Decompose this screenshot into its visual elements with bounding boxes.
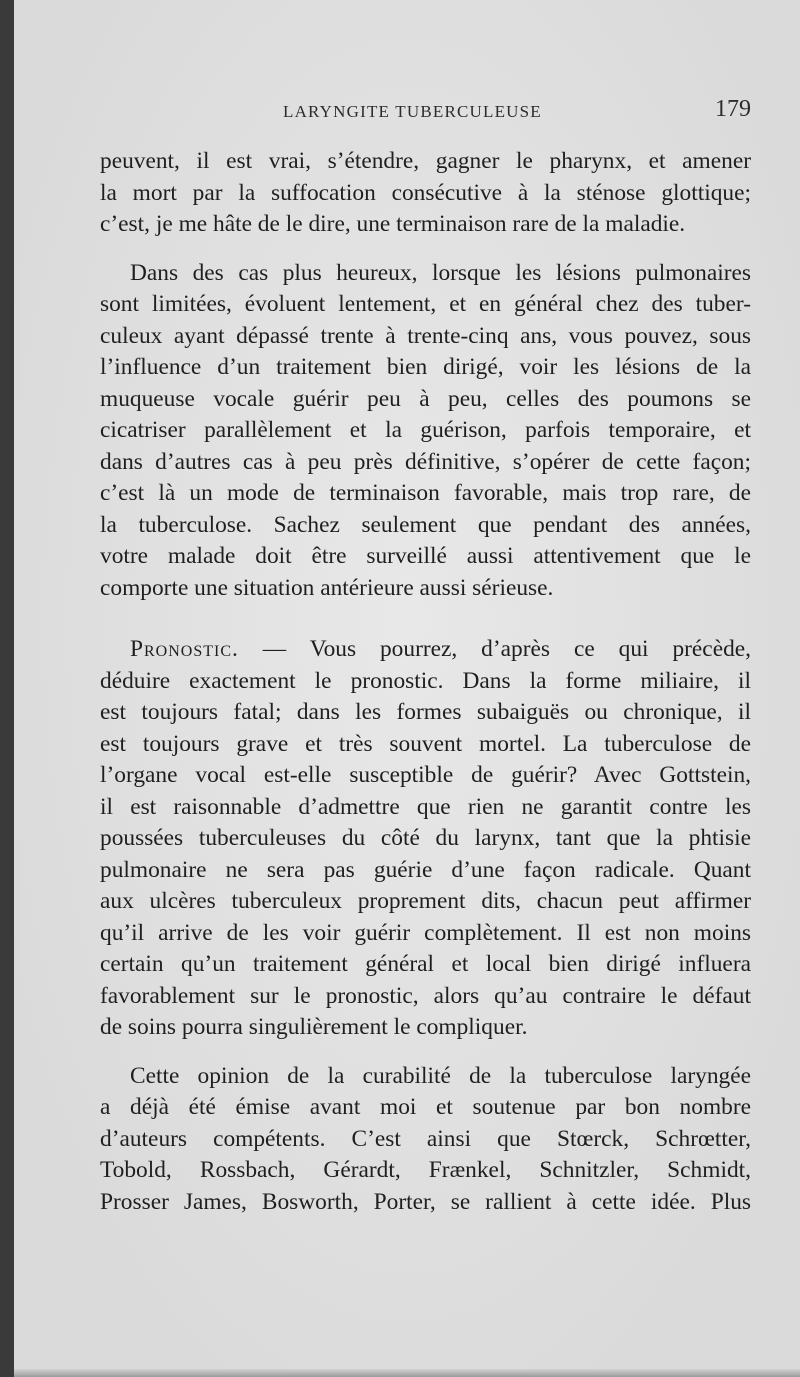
text-line: de soins pourra singulièrement le compliquer. xyxy=(100,1014,528,1040)
running-header xyxy=(100,94,751,130)
text-line: dans d’autres cas à peu près définitive, s’opérer de cette façon; xyxy=(100,448,751,475)
text-line: a déjà été émise avant moi et soutenue par bon nombre xyxy=(100,1094,751,1120)
paragraph xyxy=(100,146,751,241)
text-line: Tobold, Rossbach, Gérardt, Frænkel, Schnitzler, Schmidt, xyxy=(100,1157,751,1183)
text-line: cicatriser parallèlement et la guérison, parfois temporaire, et xyxy=(100,417,751,443)
text-line: il est raisonnable d’admettre que rien ne garantit contre les xyxy=(100,793,751,820)
text-line: certain qu’un traitement général et local bien dirigé influera xyxy=(100,951,751,977)
text-line: Prosser James, Bosworth, Porter, se rallient à cette idée. Plus xyxy=(100,1188,751,1215)
text-line: l’organe vocal est-elle susceptible de guérir? Avec Gottstein, xyxy=(100,762,751,788)
text-line: c’est là un mode de terminaison favorable, mais trop rare, de xyxy=(100,480,751,506)
text-line: Dans des cas plus heureux, lorsque les lésions pulmonaires xyxy=(130,259,751,286)
paragraph-pronostic xyxy=(100,634,751,1044)
section-heading: Pronostic. xyxy=(130,636,239,662)
text-line: pulmonaire ne sera pas guérie d’une façon radicale. Quant xyxy=(100,856,751,883)
text-line: comporte une situation antérieure aussi sérieuse. xyxy=(100,574,554,601)
text-line: poussées tuberculeuses du côté du larynx, tant que la phtisie xyxy=(100,825,751,851)
text-line xyxy=(100,634,751,666)
text-line: votre malade doit être surveillé aussi attentivement que le xyxy=(100,543,751,569)
text-line: la tuberculose. Sachez seulement que pendant des années, xyxy=(100,511,751,538)
body-text xyxy=(100,146,751,1235)
book-page xyxy=(14,0,800,1377)
text-line: la mort par la suffocation consécutive à la sténose glottique; xyxy=(100,179,751,206)
text-line: favorablement sur le pronostic, alors qu’au contraire le défaut xyxy=(100,982,751,1009)
paragraph xyxy=(100,1061,751,1219)
text-line: est toujours fatal; dans les formes subaiguës ou chronique, il xyxy=(100,699,751,725)
text-line: déduire exactement le pronostic. Dans la forme miliaire, il xyxy=(100,667,751,694)
text-line: l’influence d’un traitement bien dirigé, voir les lésions de la xyxy=(100,354,751,380)
text-line: sont limitées, évoluent lentement, et en général chez des tuber- xyxy=(100,291,751,317)
running-title: LARYNGITE TUBERCULEUSE xyxy=(283,102,542,121)
text-line: Cette opinion de la curabilité de la tuberculose laryngée xyxy=(130,1062,751,1089)
text-line-rest: — Vous pourrez, d’après ce qui précède, xyxy=(238,636,751,662)
page-number: 179 xyxy=(715,96,751,122)
text-line: peuvent, il est vrai, s’étendre, gagner le pharynx, et amener xyxy=(100,148,751,174)
text-line: muqueuse vocale guérir peu à peu, celles des poumons se xyxy=(100,385,751,412)
text-line: d’auteurs compétents. C’est ainsi que Stœrck, Schrœtter, xyxy=(100,1125,751,1152)
text-line: culeux ayant dépassé trente à trente-cinq ans, vous pouvez, sous xyxy=(100,322,751,349)
text-line: c’est, je me hâte de le dire, une terminaison rare de la maladie. xyxy=(100,211,686,237)
text-line: qu’il arrive de les voir guérir complètement. Il est non moins xyxy=(100,919,751,946)
text-line: est toujours grave et très souvent mortel. La tuberculose de xyxy=(100,730,751,757)
page-bottom-edge xyxy=(14,1369,800,1377)
paragraph xyxy=(100,258,751,605)
text-line: aux ulcères tuberculeux proprement dits, chacun peut affirmer xyxy=(100,888,751,914)
